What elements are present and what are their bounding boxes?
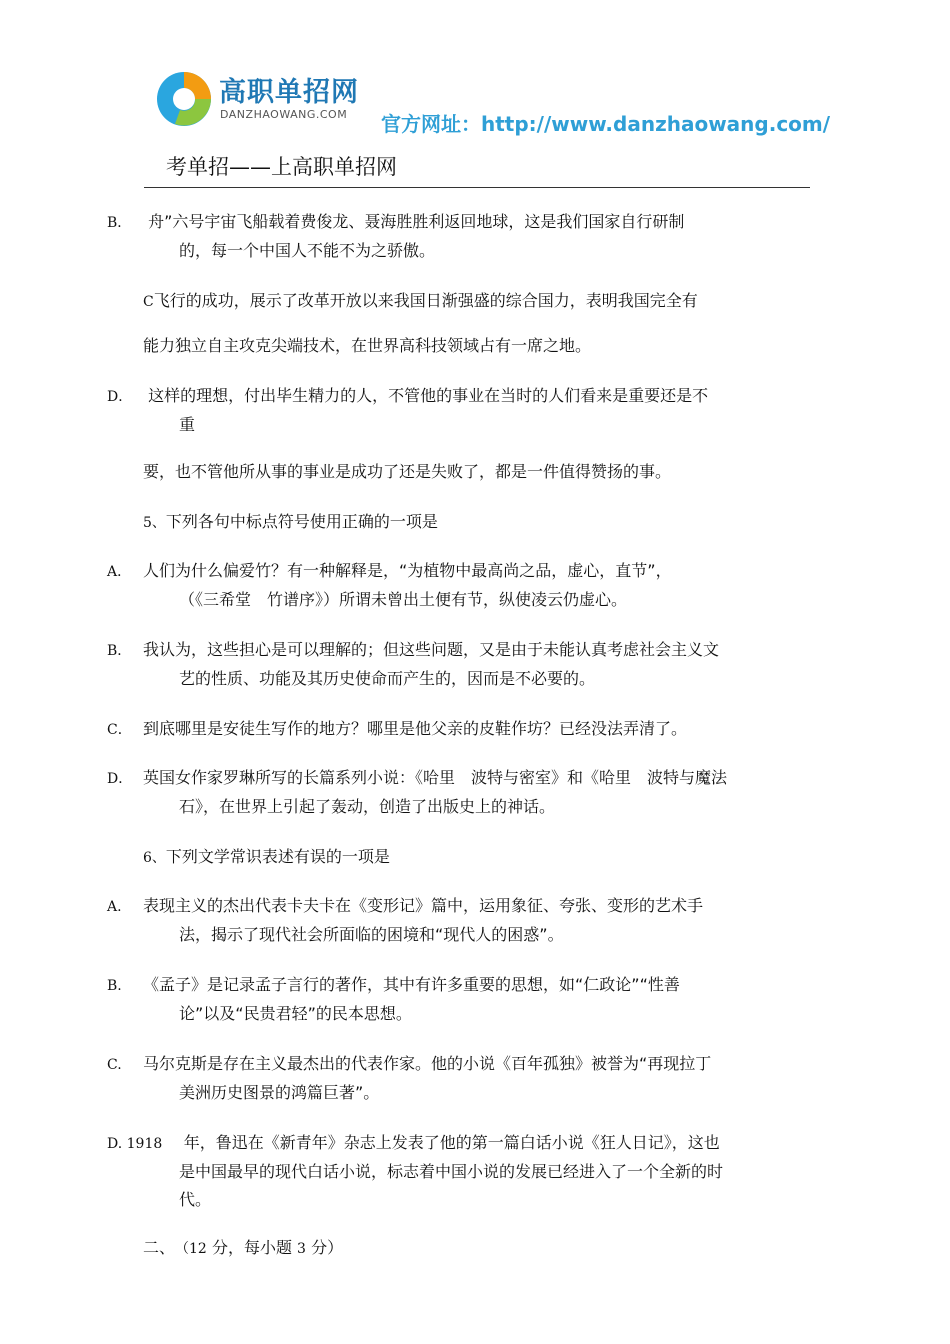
option-text: 我认为，这些担心是可以理解的；但这些问题，又是由于未能认真考虑社会主义文 bbox=[143, 640, 720, 659]
option-text: 是中国最早的现代白话小说，标志着中国小说的发展已经进入了一个全新的时 bbox=[179, 1162, 724, 1181]
option-text: 到底哪里是安徒生写作的地方？哪里是他父亲的皮鞋作坊？已经没法弄清了。 bbox=[143, 719, 688, 738]
option-text: 艺的性质、功能及其历史使命而产生的，因而是不必要的。 bbox=[179, 669, 596, 688]
option-text: 美洲历史图景的鸿篇巨著”。 bbox=[179, 1083, 380, 1102]
page-header bbox=[0, 0, 950, 195]
question-6-stem bbox=[143, 843, 828, 872]
q4-option-d-line3: 要，也不管他所从事的事业是成功了还是失败了，都是一件值得赞扬的事。 bbox=[143, 462, 672, 481]
option-text: 这样的理想，付出毕生精力的人，不管他的事业在当时的人们看来是重要还是不 bbox=[148, 386, 709, 405]
section-score-num: 3 bbox=[297, 1241, 306, 1257]
option-text: 表现主义的杰出代表卡夫卡在《变形记》篇中，运用象征、夸张、变形的艺术手 bbox=[143, 896, 704, 915]
logo-wordmark-en: DANZHAOWANG.COM bbox=[220, 108, 348, 121]
question-number: 6、 bbox=[143, 850, 166, 866]
q4-option-d: D． 这样的理想，付出毕生精力的人，不管他的事业在当时的人们看来是重要还是不 重 bbox=[107, 386, 709, 434]
option-text: 英国女作家罗琳所写的长篇系列小说：《哈里 波特与密室》和《哈里 波特与魔法 bbox=[143, 768, 728, 787]
q5-option-b: B． 我认为，这些担心是可以理解的；但这些问题，又是由于未能认真考虑社会主义文 艺的性质、功能及其历史使命而产生的，因而是不必要的。 bbox=[107, 640, 720, 688]
header-divider bbox=[144, 187, 810, 188]
q4-option-c-line2: 能力独立自主攻克尖端技术，在世界高科技领域占有一席之地。 bbox=[143, 336, 592, 355]
option-text: 的，每一个中国人不能不为之骄傲。 bbox=[179, 241, 436, 260]
option-marker: C bbox=[143, 294, 154, 310]
q5-option-c: C． 到底哪里是安徒生写作的地方？哪里是他父亲的皮鞋作坊？已经没法弄清了。 bbox=[107, 719, 688, 738]
section-score-end: 分） bbox=[311, 1238, 344, 1257]
question-number: 5、 bbox=[143, 515, 166, 531]
section-score-text: 分，每小题 bbox=[211, 1238, 292, 1257]
q6-option-c: C. 马尔克斯是存在主义最杰出的代表作家。他的小说《百年孤独》被誉为“再现拉丁 美洲历史图景的鸿篇巨著”。 bbox=[107, 1054, 712, 1102]
q6-option-a: A. 表现主义的杰出代表卡夫卡在《变形记》篇中，运用象征、夸张、变形的艺术手 法，揭示了现代社会所面临的困境和“现代人的困惑”。 bbox=[107, 896, 704, 944]
option-text: 人们为什么偏爱竹？有一种解释是，“为植物中最高尚之品，虚心，直节”， bbox=[143, 561, 672, 580]
option-text: 重 bbox=[179, 415, 196, 434]
option-text: 石》，在世界上引起了轰动，创造了出版史上的神话。 bbox=[179, 797, 556, 816]
official-site-url[interactable]: 官方网址：http://www.danzhaowang.com/ bbox=[381, 112, 831, 136]
option-text: 马尔克斯是存在主义最杰出的代表作家。他的小说《百年孤独》被誉为“再现拉丁 bbox=[143, 1054, 712, 1073]
q6-option-b: B. 《孟子》是记录孟子言行的著作，其中有许多重要的思想，如“仁政论”“性善 论”以及“民贵君轻”的民本思想。 bbox=[107, 975, 680, 1023]
section-number: 二、 bbox=[143, 1238, 176, 1257]
logo-wordmark-cn: 高职单招网 bbox=[219, 77, 359, 108]
option-text: 论”以及“民贵君轻”的民本思想。 bbox=[179, 1004, 412, 1023]
option-text: （《三希堂 竹谱序》）所谓未曾出土便有节，纵使凌云仍虚心。 bbox=[179, 590, 628, 609]
q6-option-d bbox=[107, 1129, 828, 1214]
option-text: 代。 bbox=[179, 1190, 212, 1209]
option-text: 年，鲁迅在《新青年》杂志上发表了他的第一篇白话小说《狂人日记》，这也 bbox=[183, 1133, 720, 1152]
q4-option-b: B． 舟”六号宇宙飞船载着费俊龙、聂海胜胜利返回地球，这是我们国家自行研制 的，每一个中国人不能不为之骄傲。 bbox=[107, 212, 685, 260]
header-slogan: 考单招——上高职单招网 bbox=[166, 155, 397, 179]
q4-option-c-line1 bbox=[143, 287, 828, 316]
section-2-heading bbox=[143, 1234, 828, 1263]
option-text: 舟”六号宇宙飞船载着费俊龙、聂海胜胜利返回地球，这是我们国家自行研制 bbox=[148, 212, 685, 231]
danzhaowang-logo-icon bbox=[155, 70, 213, 128]
option-text: 法，揭示了现代社会所面临的困境和“现代人的困惑”。 bbox=[179, 925, 564, 944]
q5-option-d: D． 英国女作家罗琳所写的长篇系列小说：《哈里 波特与密室》和《哈里 波特与魔法 石》，在世界上引起了轰动，创造了出版史上的神话。 bbox=[107, 768, 728, 816]
option-text: 《孟子》是记录孟子言行的著作，其中有许多重要的思想，如“仁政论”“性善 bbox=[143, 975, 680, 994]
question-5-stem bbox=[143, 508, 828, 537]
question-text: 下列文学常识表述有误的一项是 bbox=[165, 847, 390, 866]
question-text: 下列各句中标点符号使用正确的一项是 bbox=[165, 512, 438, 531]
option-text: 飞行的成功，展示了改革开放以来我国日渐强盛的综合国力，表明我国完全有 bbox=[153, 291, 698, 310]
option-marker: D. 1918 bbox=[107, 1136, 163, 1152]
q5-option-a: A． 人们为什么偏爱竹？有一种解释是，“为植物中最高尚之品，虚心，直节”， （《三希堂 竹谱序》）所谓未曾出土便有节，纵使凌云仍虚心。 bbox=[107, 561, 672, 609]
section-score-open: （12 bbox=[175, 1241, 207, 1257]
exam-content bbox=[107, 208, 828, 1263]
